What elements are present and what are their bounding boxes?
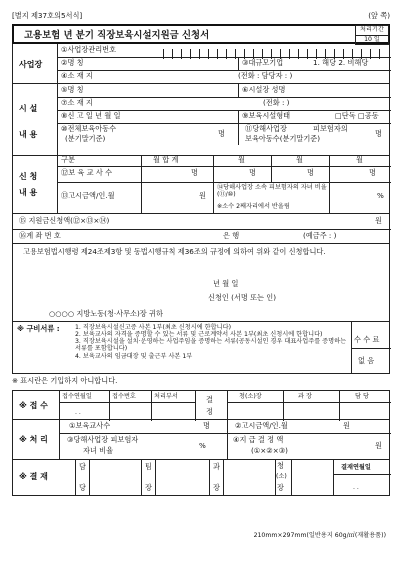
- form-title: 고용보험 년 분기 직장보육시설지원금 신청서: [24, 30, 210, 41]
- processing-label: ※ 처 리: [19, 435, 48, 444]
- receipt-date-value[interactable]: . .: [75, 409, 81, 416]
- approve-chief-label-2: 장: [213, 483, 220, 492]
- business-address-label: ④소 재 지: [61, 71, 93, 80]
- processing-section: [12, 420, 390, 460]
- facility-type-label: ⑨보육시설형태: [242, 111, 291, 120]
- attachment-item-4: 4. 보육교사의 임금대장 및 출근부 사본 1부: [75, 352, 193, 360]
- processing-period: [355, 25, 389, 45]
- child-ratio-note: ※소수 2째자리에서 반올림: [217, 203, 290, 210]
- facility-section-label-2: 내 용: [19, 130, 38, 139]
- child-ratio-label: ⑭당해사업장 소속 피보험자의 자녀 비율(⑪/⑩): [217, 184, 327, 199]
- attachments-list: [75, 324, 347, 360]
- business-phone[interactable]: (전화 : 담당자 : ): [238, 71, 293, 80]
- approve-staff-label-2: 당: [79, 483, 86, 492]
- receipt-date-header: 접수연월일: [62, 393, 92, 400]
- office-addressee: ○○○○ 지방노동(청·사무소)장 귀하: [49, 309, 163, 318]
- attachments-label: ※ 구비서류 :: [17, 324, 60, 333]
- teacher-unit-m1: 명: [249, 168, 256, 177]
- proc-support-unit: 원: [375, 441, 382, 450]
- decision-label: 결: [206, 395, 213, 404]
- salary-label: ⑬고시금액/인.월: [61, 191, 115, 200]
- business-name-label: ②명 칭: [61, 58, 84, 67]
- month-3-header: 월: [356, 155, 363, 164]
- teacher-unit-m2: 명: [307, 168, 314, 177]
- approve-date-header: 결재연월일: [341, 464, 371, 471]
- period-label: 처리기간: [356, 26, 388, 36]
- approval-section: [12, 460, 390, 496]
- form-number: [별지 제37호의5서식]: [12, 11, 83, 20]
- applicant-signature[interactable]: 신청인 (서명 또는 인): [208, 293, 277, 302]
- approve-head-label-2: (소): [276, 473, 287, 480]
- report-date-label: ⑧신 고 일 년 월 일: [61, 111, 121, 120]
- attachment-item-3: 3. 직장보육시설을 설치·운영하는 사업주임을 증명하는 서류(공동시설인 경우 대표사업주를 증명하는 서류를 포함합니다): [75, 338, 347, 353]
- salary-unit: 원: [199, 191, 206, 200]
- own-kids-label: ⑪당해사업장: [245, 124, 287, 133]
- proc-support-formula: (①×②×③): [251, 446, 288, 455]
- business-reg-no-label: ①사업장관리번호: [61, 45, 117, 54]
- paper-size-footer: 210mm×297mm(일반용지 60g/㎡(재활용품)): [253, 532, 386, 539]
- account-holder[interactable]: (예금주 : ): [303, 231, 337, 240]
- approve-chief-label: 과: [213, 462, 220, 471]
- business-section-label: 사업장: [19, 60, 43, 69]
- approve-team-label-2: 장: [145, 483, 152, 492]
- declaration-date[interactable]: 년 월 일: [213, 279, 239, 288]
- teacher-unit-total: 명: [191, 168, 198, 177]
- attachments-section: [12, 322, 390, 374]
- approve-head-label: 청: [277, 461, 284, 470]
- receipt-number-header: 접수번호: [112, 393, 136, 400]
- period-value: 10 일: [364, 36, 380, 43]
- total-kids-label: ⑩전체보육아동수: [61, 124, 117, 133]
- approve-staff-label: 담: [79, 462, 86, 471]
- month-total-header: 월 합 계: [153, 155, 179, 164]
- facility-phone[interactable]: (전화 : ): [263, 98, 290, 107]
- large-company-options[interactable]: 1. 해당 2. 비해당: [313, 58, 369, 67]
- proc-ratio-unit: %: [199, 441, 206, 450]
- business-section: [12, 44, 390, 84]
- approve-team-label: 팀: [145, 462, 152, 471]
- declaration-text: 고용보험법시행령 제24조제3항 및 동법시행규칙 제36조의 규정에 의하여 위와 같이 신청합니다.: [23, 247, 326, 256]
- proc-ratio-label: ③당해사업장 피보험자: [67, 435, 139, 444]
- total-kids-unit: 명: [218, 129, 225, 138]
- support-amount-label: ⑮ 지원금신청액(⑫×⑬×⑭): [19, 216, 110, 225]
- head-signature-header: 청(소)장: [239, 393, 262, 400]
- receipt-section: [12, 390, 390, 420]
- proc-salary-label: ②고시금액/인.월: [235, 421, 288, 430]
- approve-head-label-3: 장: [277, 483, 284, 492]
- teacher-unit-m3: 명: [369, 168, 376, 177]
- receipt-dept-header: 처리부서: [154, 393, 178, 400]
- facility-section-label: 시 설: [19, 104, 38, 113]
- attachment-item-1: 1. 직장보육시설신고증 사본 1부(최초 신청시에 한합니다): [75, 324, 231, 331]
- bank-label: 은 행: [223, 231, 240, 240]
- large-company-label: ③대규모기업: [242, 58, 284, 67]
- proc-teacher-unit: 명: [203, 421, 210, 430]
- attachment-item-2: 2. 보육교사의 자격을 증명할 수 있는 서류 및 근로계약서 사본 1부(최초 신청시에 한합니다): [75, 331, 323, 339]
- fee-label: 수 수 료: [354, 335, 380, 344]
- chief-signature-header: 과 장: [298, 393, 312, 400]
- decision-label-2: 정: [206, 407, 213, 416]
- facility-address-label: ⑦소 재 지: [61, 98, 93, 107]
- support-amount-unit: 원: [375, 216, 382, 225]
- own-kids-label-3: 보육아동수(분기말기준): [245, 134, 321, 143]
- facility-name-label: ⑤명 칭: [61, 85, 84, 94]
- declaration-section: [12, 244, 390, 322]
- staff-signature-header: 담 당: [355, 393, 369, 400]
- child-ratio-unit: %: [377, 191, 384, 200]
- own-kids-label-2: 피보험자의: [313, 124, 348, 133]
- fee-value: 없 음: [358, 356, 375, 365]
- application-section-label-2: 내 용: [19, 188, 38, 197]
- proc-teacher-label: ①보육교사수: [69, 421, 111, 430]
- own-kids-unit: 명: [375, 129, 382, 138]
- approval-label: ※ 결 재: [19, 472, 48, 481]
- proc-ratio-label-2: 자녀 비율: [83, 446, 114, 455]
- teacher-count-label: ⑫보 육 교 사 수: [61, 168, 113, 177]
- application-section-label: 신 청: [19, 172, 38, 181]
- division-header: 구분: [61, 155, 75, 164]
- application-section: [12, 156, 390, 214]
- month-2-header: 월: [296, 155, 303, 164]
- business-reg-no-input[interactable]: [163, 44, 391, 57]
- total-kids-sublabel: (분기말기준): [65, 134, 106, 143]
- account-number-label: ⑯계 좌 번 호: [19, 231, 61, 240]
- facility-head-label: ⑥시설장 성명: [242, 85, 286, 94]
- facility-type-options[interactable]: □단독 □공동: [335, 111, 379, 120]
- page-side: (앞 쪽): [368, 11, 390, 20]
- month-1-header: 월: [238, 155, 245, 164]
- proc-support-label: ④지 급 결 정 액: [233, 435, 284, 444]
- facility-section: [12, 84, 390, 156]
- amount-section: [12, 214, 390, 244]
- proc-salary-unit: 원: [343, 421, 350, 430]
- approve-date-value[interactable]: . .: [353, 484, 359, 491]
- receipt-label: ※ 접 수: [19, 401, 48, 410]
- office-use-note: ※ 표시란은 기입하지 아니합니다.: [12, 376, 118, 385]
- title-box: [12, 24, 390, 44]
